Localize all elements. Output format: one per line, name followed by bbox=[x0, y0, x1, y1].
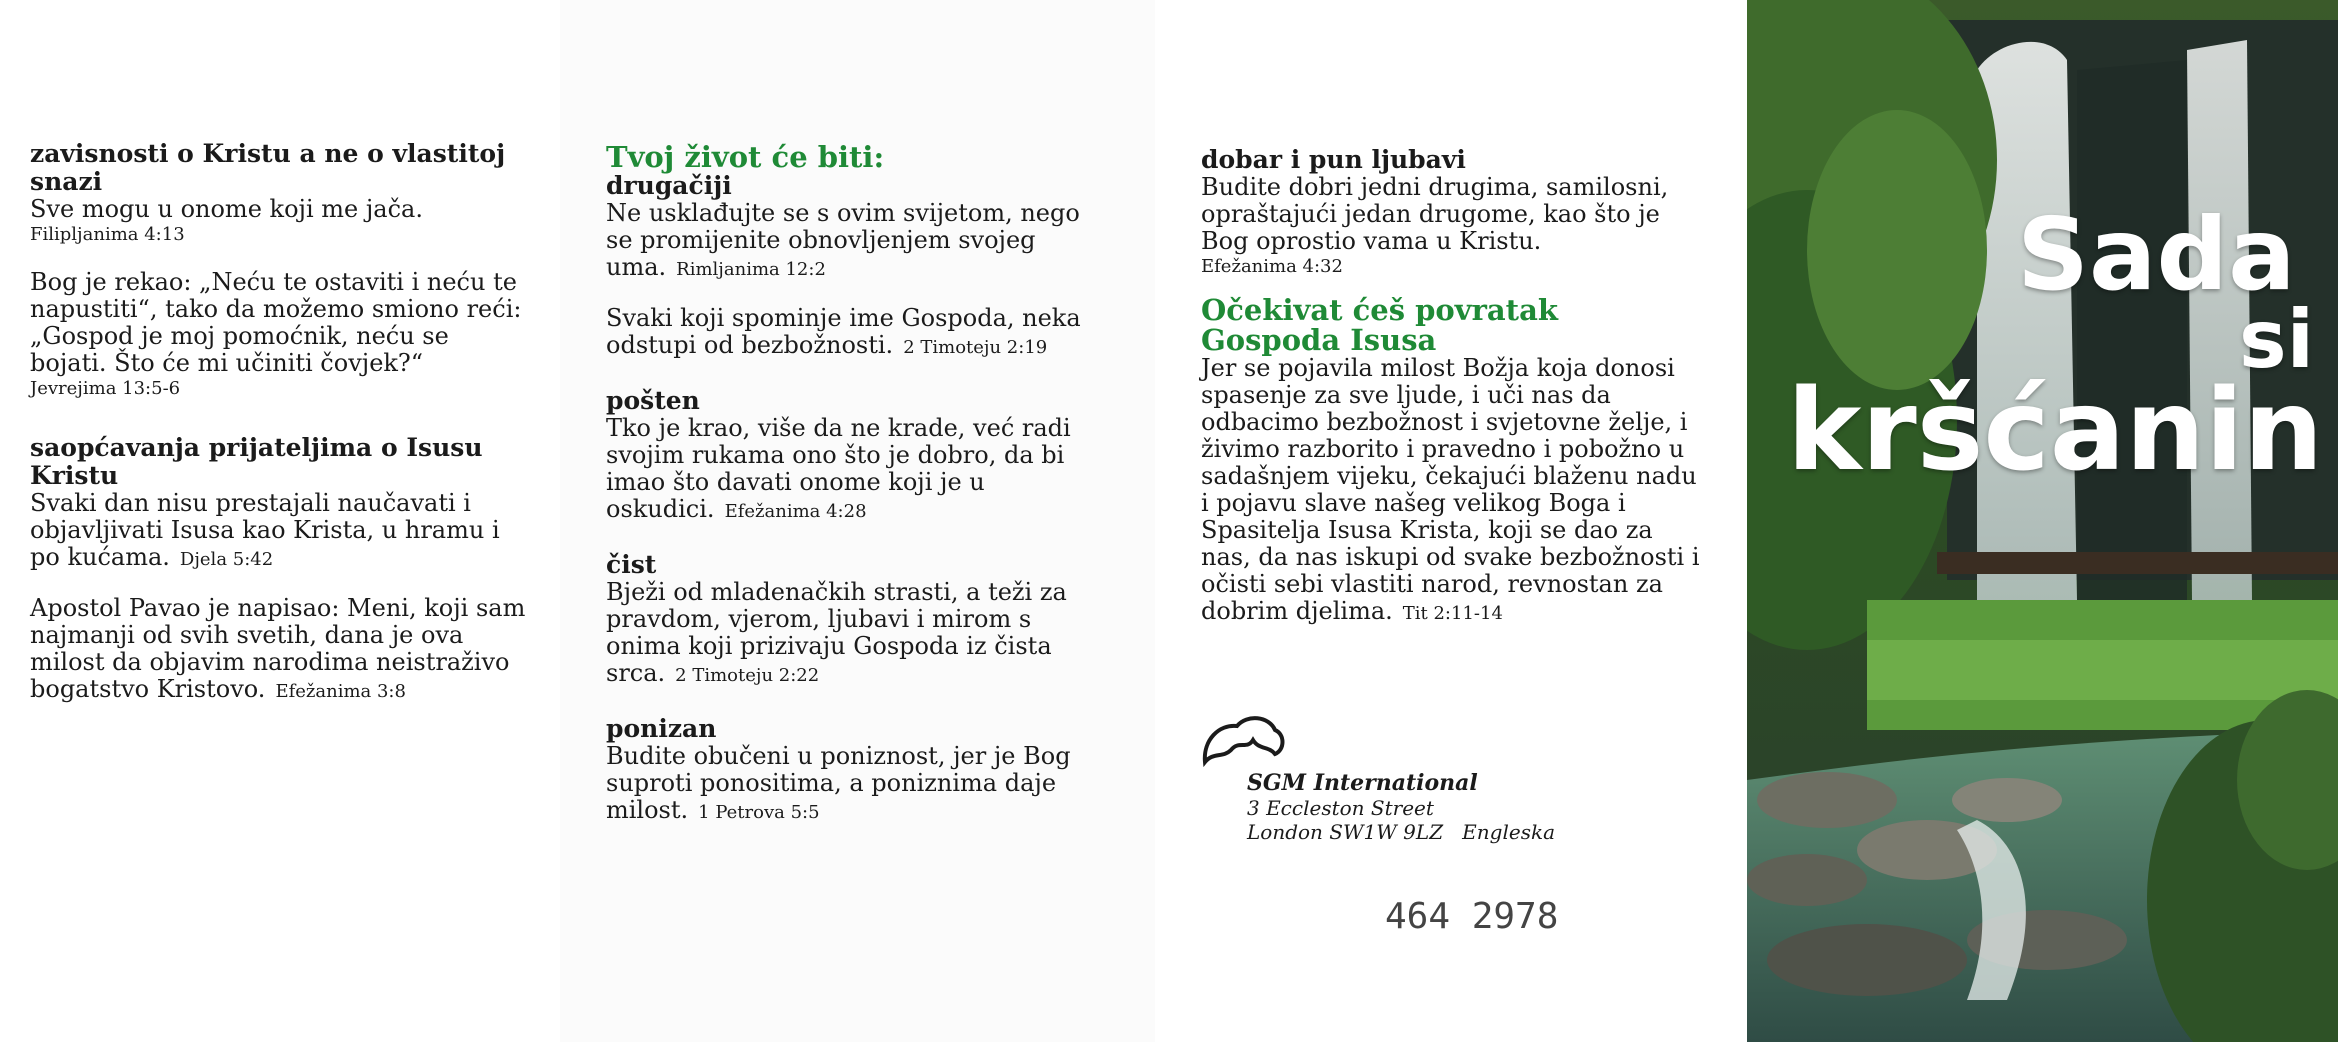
verse-reference: 2 Timoteju 2:19 bbox=[903, 337, 1048, 358]
cover-panel bbox=[1747, 0, 2338, 1042]
verse-text: Bog je rekao: „Neću te ostaviti i neću te napustiti“, tako da možemo smiono reći: „Gospod je moj pomoćnik, neću se bojati. Što će mi učiniti čovjek?“ bbox=[30, 268, 522, 377]
publisher-city-line bbox=[1247, 820, 1607, 844]
verse-text bbox=[30, 595, 530, 705]
heading-humble: ponizan bbox=[606, 714, 717, 743]
panel-middle bbox=[560, 0, 1155, 1042]
section-life bbox=[606, 142, 1106, 826]
verse-body: Jer se pojavila milost Božja koja donosi spasenje za sve ljude, i uči nas da odbacimo bezbožnost i svjetovne želje, i živimo razborito i pravedno i pobožno u sadašnjem vijeku, čekajući blaženu nadu i pojavu slave našeg velikog Boga i Spasitelja Isusa Krista, koji se dao za nas, da nas iskupi od svake bezbožnosti i očisti sebi vlastiti narod, revnostan za dobrim djelima. bbox=[1201, 354, 1700, 625]
publisher-country: Engleska bbox=[1462, 820, 1555, 844]
verse-reference: Efežanima 4:32 bbox=[1201, 256, 1343, 277]
verse-reference: Filipljanima 4:13 bbox=[30, 224, 185, 245]
publisher-city: London SW1W 9LZ bbox=[1247, 820, 1444, 844]
verse-reference: Tit 2:11-14 bbox=[1402, 603, 1503, 624]
verse-text bbox=[606, 200, 1106, 283]
verse-reference: Rimljanima 12:2 bbox=[676, 259, 826, 280]
verse-body: Bježi od mladenačkih strasti, a teži za pravdom, vjerom, ljubavi i mirom s onima koji prizivaju Gospoda iz čista srca. bbox=[606, 578, 1067, 687]
cover-title-line3: kršćanin bbox=[1787, 366, 2324, 496]
verse-reference: Djela 5:42 bbox=[179, 549, 274, 570]
verse-text bbox=[606, 415, 1106, 525]
cover-title-line2: si bbox=[2239, 293, 2315, 386]
verse-body: Tko je krao, više da ne krade, već radi svojim rukama ono što je dobro, da bi imao što davati onome koji je u oskudici. bbox=[606, 414, 1071, 523]
publisher-name: SGM International bbox=[1247, 770, 1478, 796]
verse-reference: Jevrejima 13:5-6 bbox=[30, 378, 181, 399]
heading-kind: dobar i pun ljubavi bbox=[1201, 145, 1466, 174]
verse-body: Budite obučeni u poniznost, jer je Bog suproti ponositima, a poniznima daje milost. bbox=[606, 742, 1071, 824]
heading-witness: saopćavanja prijateljima o Isusu Kristu bbox=[30, 433, 483, 490]
verse-reference: 1 Petrova 5:5 bbox=[698, 802, 820, 823]
verse-reference: Efežanima 3:8 bbox=[275, 681, 406, 702]
publisher-street: 3 Eccleston Street bbox=[1247, 796, 1434, 820]
heading-honest: pošten bbox=[606, 386, 700, 415]
life-title: Tvoj život će biti: bbox=[606, 140, 885, 174]
verse-text bbox=[30, 490, 530, 573]
verse-text bbox=[606, 743, 1106, 826]
verse-text bbox=[606, 579, 1106, 689]
verse-text: Sve mogu u onome koji me jača. bbox=[30, 195, 423, 223]
publisher-address bbox=[1247, 770, 1607, 844]
stamp-code: 464 2978 bbox=[1385, 896, 1559, 937]
verse-reference: 2 Timoteju 2:22 bbox=[675, 665, 820, 686]
heading-pure: čist bbox=[606, 550, 657, 579]
section-dependence bbox=[30, 140, 530, 401]
verse-body: Ne usklađujte se s ovim svijetom, nego se promijenite obnovljenjem svojeg uma. bbox=[606, 199, 1080, 281]
section-witness bbox=[30, 434, 530, 705]
verse-body: Svaki dan nisu prestajali naučavati i objavljivati Isusa kao Krista, u hramu i po kućama. bbox=[30, 489, 500, 571]
heading-dependence: zavisnosti o Kristu a ne o vlastitoj snazi bbox=[30, 139, 506, 196]
section-kind bbox=[1201, 146, 1701, 627]
verse-text bbox=[606, 305, 1106, 361]
verse-body: Svaki koji spominje ime Gospoda, neka odstupi od bezbožnosti. bbox=[606, 304, 1081, 359]
verse-reference: Efežanima 4:28 bbox=[724, 501, 867, 522]
waterfall-photo bbox=[1747, 0, 2338, 1042]
verse-text bbox=[1201, 355, 1701, 627]
cover-title-line1: Sada bbox=[2017, 196, 2296, 313]
panel-left bbox=[0, 0, 560, 1042]
heading-return: Očekivat ćeš povratak Gospoda Isusa bbox=[1201, 293, 1558, 357]
heading-different: drugačiji bbox=[606, 171, 732, 200]
panel-right-text bbox=[1155, 0, 1747, 1042]
verse-body: Apostol Pavao je napisao: Meni, koji sam najmanji od svih svetih, dana je ova milost da objavim narodima neistraživo bogatstvo Kristovo. bbox=[30, 594, 526, 703]
verse-text: Budite dobri jedni drugima, samilosni, opraštajući jedan drugome, kao što je Bog oprostio vama u Kristu. bbox=[1201, 173, 1669, 255]
